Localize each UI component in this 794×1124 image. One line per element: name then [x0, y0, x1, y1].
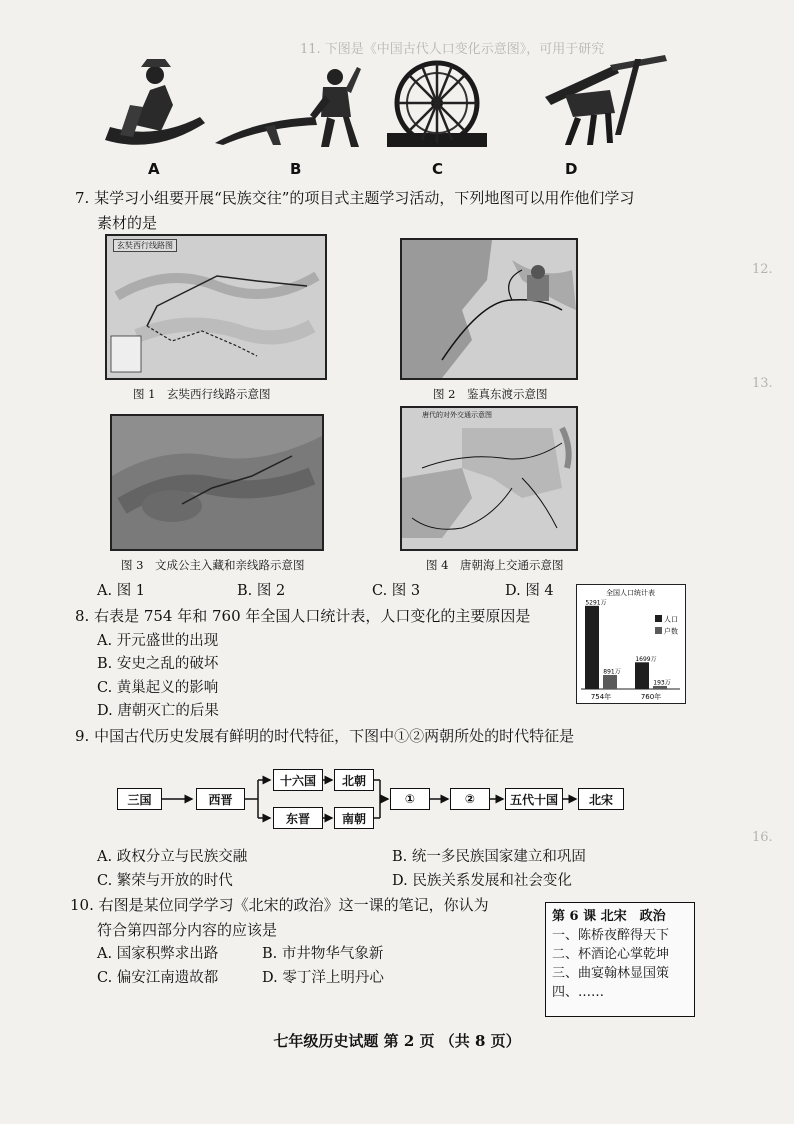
- note-title: 第 6 课 北宋 政治: [552, 909, 666, 924]
- legend-label-户数: 户数: [664, 627, 678, 636]
- lesson-notes-box: [545, 902, 695, 1017]
- tool-label-b: B: [290, 160, 302, 178]
- q8-option-b: B. 安史之乱的破坏: [97, 656, 219, 672]
- tool-b-plough-icon: [215, 67, 361, 147]
- flow-box-shiliuguo: 十六国: [273, 769, 323, 791]
- map-caption-2: 图 2 鉴真东渡示意图: [433, 387, 548, 401]
- map-caption-4: 图 4 唐朝海上交通示意图: [426, 558, 564, 572]
- map4-route-icon: [402, 408, 576, 549]
- bar-754年-人口: [585, 606, 599, 689]
- bar-value-label: 1699万: [635, 655, 657, 663]
- flow-box-nanchao: 南朝: [334, 807, 374, 829]
- flow-box-beisong: 北宋: [578, 788, 624, 810]
- q10-stem-line2: 符合第四部分内容的应该是: [97, 921, 278, 939]
- flow-box-wudaishiguo: 五代十国: [505, 788, 563, 810]
- map1-route-icon: [107, 236, 325, 378]
- q9-stem: 9. 中国古代历史发展有鲜明的时代特征，下图中①②两朝所处的时代特征是: [75, 727, 575, 745]
- q7-option-c: C. 图 3: [372, 583, 421, 599]
- flow-box-dongjin: 东晋: [273, 807, 323, 829]
- map-figure-1: [105, 234, 327, 380]
- note-line-1: 一、陈桥夜醉得天下: [552, 928, 670, 943]
- q9-option-c: C. 繁荣与开放的时代: [97, 873, 233, 889]
- tool-label-a: A: [148, 160, 160, 178]
- q8-option-c: C. 黄巢起义的影响: [97, 680, 219, 696]
- chart-title: 全国人口统计表: [606, 589, 655, 597]
- category-label-754年: 754年: [590, 693, 612, 701]
- flow-box-sanguo: 三国: [117, 788, 162, 810]
- legend-swatch-人口: [655, 615, 662, 622]
- q8-stem: 8. 右表是 754 年和 760 年全国人口统计表，人口变化的主要原因是: [75, 607, 531, 625]
- q9-option-b: B. 统一多民族国家建立和巩固: [392, 849, 586, 865]
- q10-option-b: B. 市井物华气象新: [262, 946, 384, 962]
- map-figure-4: [400, 406, 578, 551]
- map1-title: 玄奘西行线路图: [113, 239, 177, 252]
- bleed-through-top: 11. 下图是《中国古代人口变化示意图》，可用于研究: [300, 42, 605, 57]
- population-chart-svg: [577, 585, 684, 702]
- tool-d-seed-drill-icon: [545, 55, 667, 145]
- map-figure-2: [400, 238, 578, 380]
- note-line-2: 二、杯酒论心掌乾坤: [552, 947, 670, 962]
- bar-760年-人口: [635, 662, 649, 689]
- farm-tools-illustration: [95, 45, 685, 160]
- map-figure-3: [110, 414, 324, 551]
- flow-box-beichao: 北朝: [334, 769, 374, 791]
- q7-option-b: B. 图 2: [237, 583, 286, 599]
- note-line-4: 四、……: [552, 985, 605, 1000]
- bar-value-label: 5291万: [585, 599, 607, 607]
- q10-option-c: C. 偏安江南遗故都: [97, 970, 219, 986]
- q7-option-d: D. 图 4: [505, 583, 554, 599]
- q8-option-d: D. 唐朝灭亡的后果: [97, 703, 219, 719]
- q7-option-a: A. 图 1: [97, 583, 146, 599]
- flow-box-xijin: 西晋: [196, 788, 245, 810]
- flow-box-blank-1: ①: [390, 788, 430, 810]
- category-label-760年: 760年: [640, 693, 662, 701]
- q10-option-d: D. 零丁洋上明丹心: [262, 970, 384, 986]
- bar-value-label: 193万: [653, 679, 671, 687]
- tool-label-d: D: [565, 160, 578, 178]
- bleed-through-16: 16.: [752, 830, 773, 845]
- bleed-through-13: 13.: [752, 376, 773, 391]
- q7-stem-line2: 素材的是: [97, 214, 158, 232]
- flow-box-blank-2: ②: [450, 788, 490, 810]
- q10-option-a: A. 国家积弊求出路: [97, 946, 219, 962]
- tool-a-seedling-boat-icon: [105, 59, 205, 145]
- map3-route-icon: [112, 416, 322, 549]
- q10-stem-line1: 10. 右图是某位同学学习《北宋的政治》这一课的笔记，你认为: [70, 896, 489, 914]
- map-caption-3: 图 3 文成公主入藏和亲线路示意图: [121, 558, 305, 572]
- map-caption-1: 图 1 玄奘西行线路示意图: [133, 387, 271, 401]
- q7-stem-line1: 7. 某学习小组要开展“民族交往”的项目式主题学习活动，下列地图可以用作他们学习: [75, 189, 635, 207]
- page-footer: 七年级历史试题 第 2 页 （共 8 页）: [273, 1032, 521, 1050]
- population-chart: [576, 584, 686, 704]
- legend-swatch-户数: [655, 627, 662, 634]
- bar-value-label: 891万: [603, 668, 621, 676]
- map4-title: 唐代的对外交通示意图: [422, 411, 492, 419]
- q8-option-a: A. 开元盛世的出现: [97, 633, 219, 649]
- tool-c-water-wheel-icon: [387, 63, 487, 147]
- note-line-3: 三、曲宴翰林显国策: [552, 966, 670, 981]
- bar-754年-户数: [603, 675, 617, 689]
- legend-label-人口: 人口: [664, 615, 678, 624]
- map2-route-icon: [402, 240, 576, 378]
- q9-option-d: D. 民族关系发展和社会变化: [392, 873, 572, 889]
- bleed-through-12: 12.: [752, 262, 773, 277]
- q9-option-a: A. 政权分立与民族交融: [97, 849, 248, 865]
- tool-label-c: C: [432, 160, 444, 178]
